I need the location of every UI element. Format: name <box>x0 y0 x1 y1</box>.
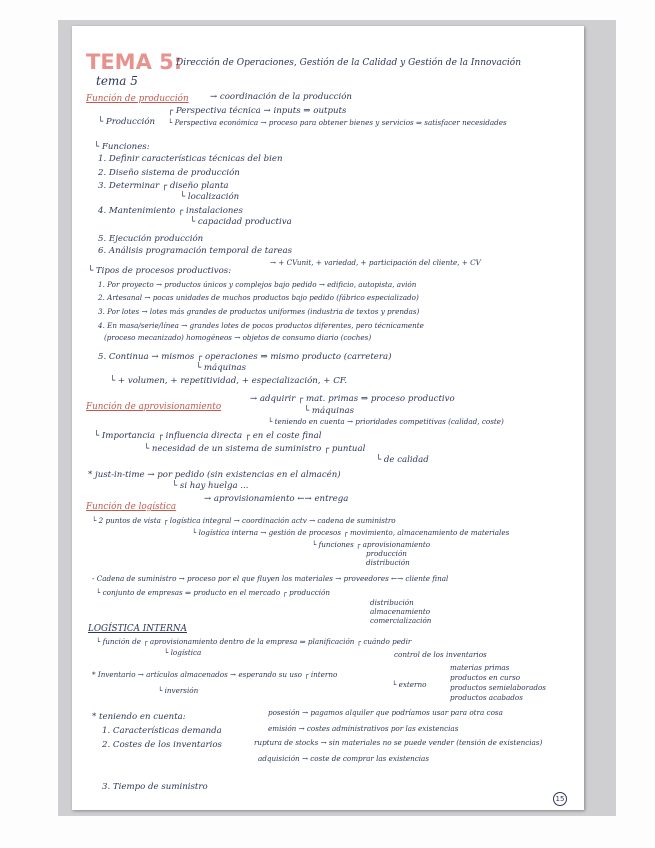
section-heading-logistica: Función de logística <box>86 502 177 512</box>
note-line: almacenamiento <box>370 607 431 616</box>
note-line: 2. Costes de los inventarios <box>102 740 222 750</box>
note-line: materias primas <box>450 663 510 672</box>
note-line: productos en curso <box>450 673 521 682</box>
note-line: 4. En masa/serie/línea → grandes lotes de pocos productos diferentes, pero técnicamente <box>98 321 424 330</box>
note-line: └ 2 puntos de vista ┌ logística integral → coordinación actv → cadena de suministro <box>92 516 396 525</box>
note-line: comercialización <box>370 616 432 625</box>
note-line: 2. Diseño sistema de producción <box>98 168 240 178</box>
note-line: adquisición → coste de comprar las existencias <box>258 754 430 763</box>
note-line: └ Importancia ┌ influencia directa ┌ en el coste final <box>94 431 322 441</box>
note-line: producción <box>366 549 407 558</box>
note-line: └ máquinas <box>304 406 355 416</box>
note-line: └ conjunto de empresas ⇒ producto en el mercado ┌ producción <box>96 588 330 597</box>
note-line: 1. Características demanda <box>102 726 222 736</box>
note-line: - Cadena de suministro → proceso por el que fluyen los materiales → proveedores ←→ cliente final <box>92 574 449 583</box>
note-line: 1. Por proyecto → productos únicos y complejos bajo pedido → edificio, autopista, avión <box>98 280 417 289</box>
section-heading-produccion: Función de producción <box>86 94 189 104</box>
notebook-page <box>72 26 584 810</box>
note-line: distribución <box>370 598 414 607</box>
note-line: └ funciones ┌ aprovisionamiento <box>312 540 431 549</box>
note-line: └ necesidad de un sistema de suministro ┌ puntual <box>144 444 366 454</box>
topic-heading: TEMA 5: <box>86 50 183 74</box>
note-line: ruptura de stocks → sin materiales no se puede vender (tensión de existencias) <box>254 738 543 747</box>
note-line: 5. Ejecución producción <box>98 234 204 244</box>
note-line: 2. Artesanal → pocas unidades de muchos productos bajo pedido (fábrico especializado) <box>98 293 419 302</box>
section-heading-logistica-interna: LOGÍSTICA INTERNA <box>88 624 187 634</box>
note-line: └ Perspectiva económica → proceso para obtener bienes y servicios ⇒ satisfacer necesidades <box>168 118 507 127</box>
note-line: └ de calidad <box>376 455 429 465</box>
note-line: 4. Mantenimiento ┌ instalaciones <box>98 206 243 216</box>
section-heading-aprovisionamiento: Función de aprovisionamiento <box>86 402 222 412</box>
note-line: └ inversión <box>158 686 199 695</box>
note-line: └ externo <box>392 680 427 689</box>
topic-handwritten: tema 5 <box>96 74 138 88</box>
note-line: └ localización <box>180 192 240 202</box>
note-line: └ capacidad productiva <box>190 217 292 227</box>
note-line: posesión → pagamos alquiler que podríamos usar para otra cosa <box>268 708 503 717</box>
page-number: 15 <box>553 792 567 806</box>
note-line: (proceso mecanizado) homogéneos → objetos de consumo diario (coches) <box>104 333 372 342</box>
note-line: emisión → costes administrativos por las existencias <box>268 724 459 733</box>
note-line: └ Tipos de procesos productivos: <box>88 266 232 276</box>
note-line: → + CVunit, + variedad, + participación del cliente, + CV <box>270 258 481 267</box>
note-line: └ si hay huelga ... <box>172 481 249 491</box>
note-line: └ teniendo en cuenta → prioridades competitivas (calidad, coste) <box>268 417 504 426</box>
note-line: 3. Por lotes → lotes más grandes de productos uniformes (industria de textos y prendas) <box>98 307 420 316</box>
note-line: → aprovisionamiento ←→ entrega <box>204 494 349 504</box>
note-line: └ Producción <box>98 117 156 127</box>
note-line: control de los inventarios <box>394 650 487 659</box>
note-line: └ máquinas <box>196 363 247 373</box>
note-line: 3. Tiempo de suministro <box>102 782 208 792</box>
note-line: 6. Análisis programación temporal de tareas <box>98 246 293 256</box>
note-line: 5. Continua → mismos ┌ operaciones ⇒ mismo producto (carretera) <box>98 352 392 362</box>
note-line: 1. Definir características técnicas del bien <box>98 154 283 164</box>
note-line: → coordinación de la producción <box>210 92 352 102</box>
note-line: ┌ Perspectiva técnica → inputs ⇒ outputs <box>168 106 347 116</box>
note-line: * just-in-time → por pedido (sin existencias en el almacén) <box>88 470 341 480</box>
page-title: Dirección de Operaciones, Gestión de la Calidad y Gestión de la Innovación <box>176 58 522 68</box>
note-line: distribución <box>366 558 410 567</box>
note-line: * Inventario → artículos almacenados → esperando su uso ┌ interno <box>92 670 338 679</box>
note-line: productos semielaborados <box>450 683 546 692</box>
note-line: productos acabados <box>450 693 523 702</box>
note-line: └ función de ┌ aprovisionamiento dentro de la empresa ⇒ planificación ┌ cuándo pedir <box>96 637 412 646</box>
note-line: * teniendo en cuenta: <box>92 712 186 722</box>
note-line: └ logística interna → gestión de procesos ┌ movimiento, almacenamiento de materiales <box>192 528 510 537</box>
note-line: → adquirir ┌ mat. primas ⇒ proceso productivo <box>250 394 455 404</box>
note-line: └ + volumen, + repetitividad, + especialización, + CF. <box>110 376 348 386</box>
note-line: 3. Determinar ┌ diseño planta <box>98 181 229 191</box>
note-line: └ logística <box>164 648 202 657</box>
note-line: └ Funciones: <box>94 142 150 152</box>
